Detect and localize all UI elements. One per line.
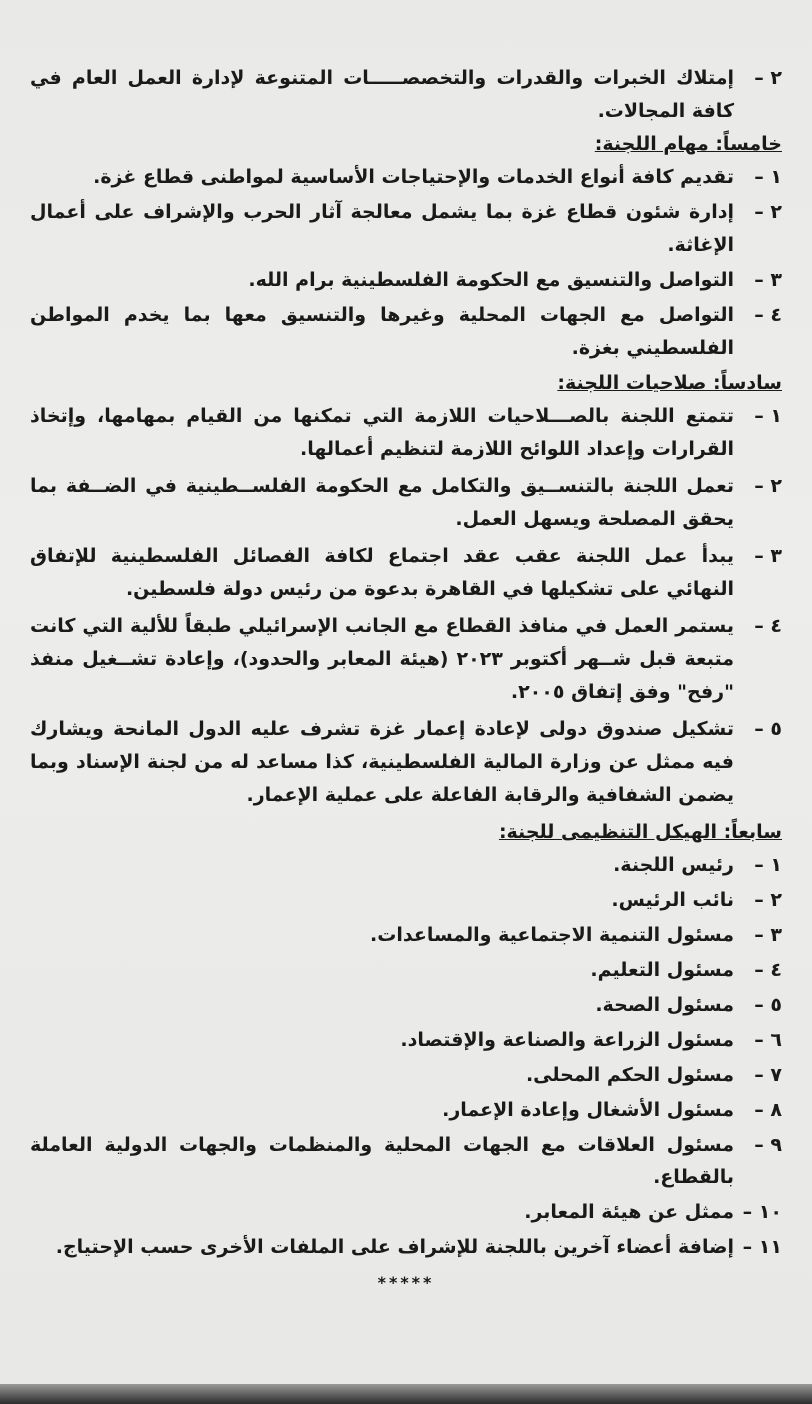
list-item (30, 1231, 782, 1263)
item-number: ٥ – (754, 994, 782, 1016)
list-item (30, 954, 782, 986)
list-item (30, 849, 782, 881)
list-item (30, 713, 782, 812)
item-text: رئيس اللجنة. (613, 854, 734, 876)
list-item (30, 1196, 782, 1228)
item-number: ٣ – (754, 545, 782, 567)
section-committee-powers (30, 367, 782, 812)
list-item (30, 196, 782, 262)
item-text: يستمر العمل في منافذ القطاع مع الجانب الإسرائيلي طبقاً للألية التي كانت متبعة قبل شــهر أكتوبر ٢٠٢٣ (هيئة المعابر والحدود)، وإعادة تشــغيل منفذ "رفح" وفق إتفاق ٢٠٠٥. (30, 615, 734, 703)
list-item (30, 400, 782, 466)
item-text: مسئول العلاقات مع الجهات المحلية والمنظمات والجهات الدولية العاملة بالقطاع. (30, 1134, 734, 1188)
list-item (30, 62, 782, 128)
item-text: مسئول الصحة. (595, 994, 734, 1016)
list-item (30, 1059, 782, 1091)
end-mark: ***** (377, 1273, 435, 1292)
item-text: تتمتع اللجنة بالصـــلاحيات اللازمة التي تمكنها من القيام بمهامها، وإتخاذ القرارات وإعداد اللوائح اللازمة لتنظيم أعمالها. (30, 405, 734, 460)
item-number: ٢ – (754, 475, 782, 497)
item-text: مسئول التعليم. (590, 959, 734, 981)
item-number: ٩ – (754, 1134, 782, 1156)
item-text: إمتلاك الخبرات والقدرات والتخصصـــــات المتنوعة لإدارة العمل العام في كافة المجالات. (30, 67, 734, 122)
item-number: ٧ – (754, 1064, 782, 1086)
item-number: ٨ – (754, 1099, 782, 1121)
item-text: التواصل والتنسيق مع الحكومة الفلسطينية برام الله. (248, 269, 734, 291)
list-item (30, 989, 782, 1021)
section-heading: سابعاً: الهيكل التنظيمى للجنة: (498, 821, 782, 843)
item-text: نائب الرئيس. (611, 889, 734, 911)
item-text: مسئول الحكم المحلى. (525, 1064, 734, 1086)
item-number: ٤ – (754, 959, 782, 981)
item-text: مسئول التنمية الاجتماعية والمساعدات. (370, 924, 734, 946)
item-number: ٤ – (754, 304, 782, 326)
list-item (30, 264, 782, 297)
item-text: إدارة شئون قطاع غزة بما يشمل معالجة آثار الحرب والإشراف على أعمال الإغاثة. (30, 201, 734, 256)
list-item (30, 1024, 782, 1056)
item-number: ١١ – (742, 1236, 782, 1258)
item-number: ١ – (754, 405, 782, 427)
item-number: ٢ – (754, 889, 782, 911)
list-item (30, 540, 782, 606)
item-text: تقديم كافة أنواع الخدمات والإحتياجات الأساسية لمواطنى قطاع غزة. (93, 166, 734, 188)
item-number: ٢ – (754, 201, 782, 223)
item-text: يبدأ عمل اللجنة عقب عقد اجتماع لكافة الفصائل الفلسطينية للإتفاق النهائي على تشكيلها في القاهرة بدعوة من رئيس دولة فلسطين. (30, 545, 734, 600)
item-number: ١ – (754, 166, 782, 188)
item-number: ١٠ – (742, 1201, 782, 1223)
list-item (30, 1094, 782, 1126)
item-text: التواصل مع الجهات المحلية وغيرها والتنسيق معها بما يخدم المواطن الفلسطيني بغزة. (30, 304, 734, 359)
item-text: مسئول الأشغال وإعادة الإعمار. (442, 1099, 734, 1121)
item-number: ٦ – (754, 1029, 782, 1051)
document-content (30, 62, 782, 1299)
item-number: ٣ – (754, 269, 782, 291)
list-item (30, 610, 782, 709)
list-item (30, 884, 782, 916)
page-edge-shadow (0, 1384, 812, 1404)
item-text: مسئول الزراعة والصناعة والإقتصاد. (400, 1029, 734, 1051)
item-text: تشكيل صندوق دولى لإعادة إعمار غزة تشرف عليه الدول المانحة ويشارك فيه ممثل عن وزارة المالية الفلسطينية، كذا مساعد له من لجنة الإسناد وبما يضمن الشفافية والرقابة الفاعلة على عملية الإعمار. (30, 718, 734, 806)
section-heading: خامساً: مهام اللجنة: (594, 133, 782, 155)
item-text: تعمل اللجنة بالتنســيق والتكامل مع الحكومة الفلســطينية في الضــفة بما يحقق المصلحة ويسهل العمل. (30, 475, 734, 530)
item-number: ٢ – (754, 67, 782, 89)
item-number: ٣ – (754, 924, 782, 946)
item-text: إضافة أعضاء آخرين باللجنة للإشراف على الملفات الأخرى حسب الإحتياج. (55, 1236, 734, 1258)
item-text: ممثل عن هيئة المعابر. (524, 1201, 734, 1223)
item-number: ١ – (754, 854, 782, 876)
item-number: ٥ – (754, 718, 782, 740)
section-org-structure (30, 816, 782, 1263)
section-committee-tasks (30, 128, 782, 365)
list-item (30, 919, 782, 951)
list-item (30, 1129, 782, 1193)
list-item (30, 299, 782, 365)
list-item (30, 161, 782, 194)
list-item (30, 470, 782, 536)
section-heading: سادساً: صلاحيات اللجنة: (557, 372, 782, 394)
item-number: ٤ – (754, 615, 782, 637)
